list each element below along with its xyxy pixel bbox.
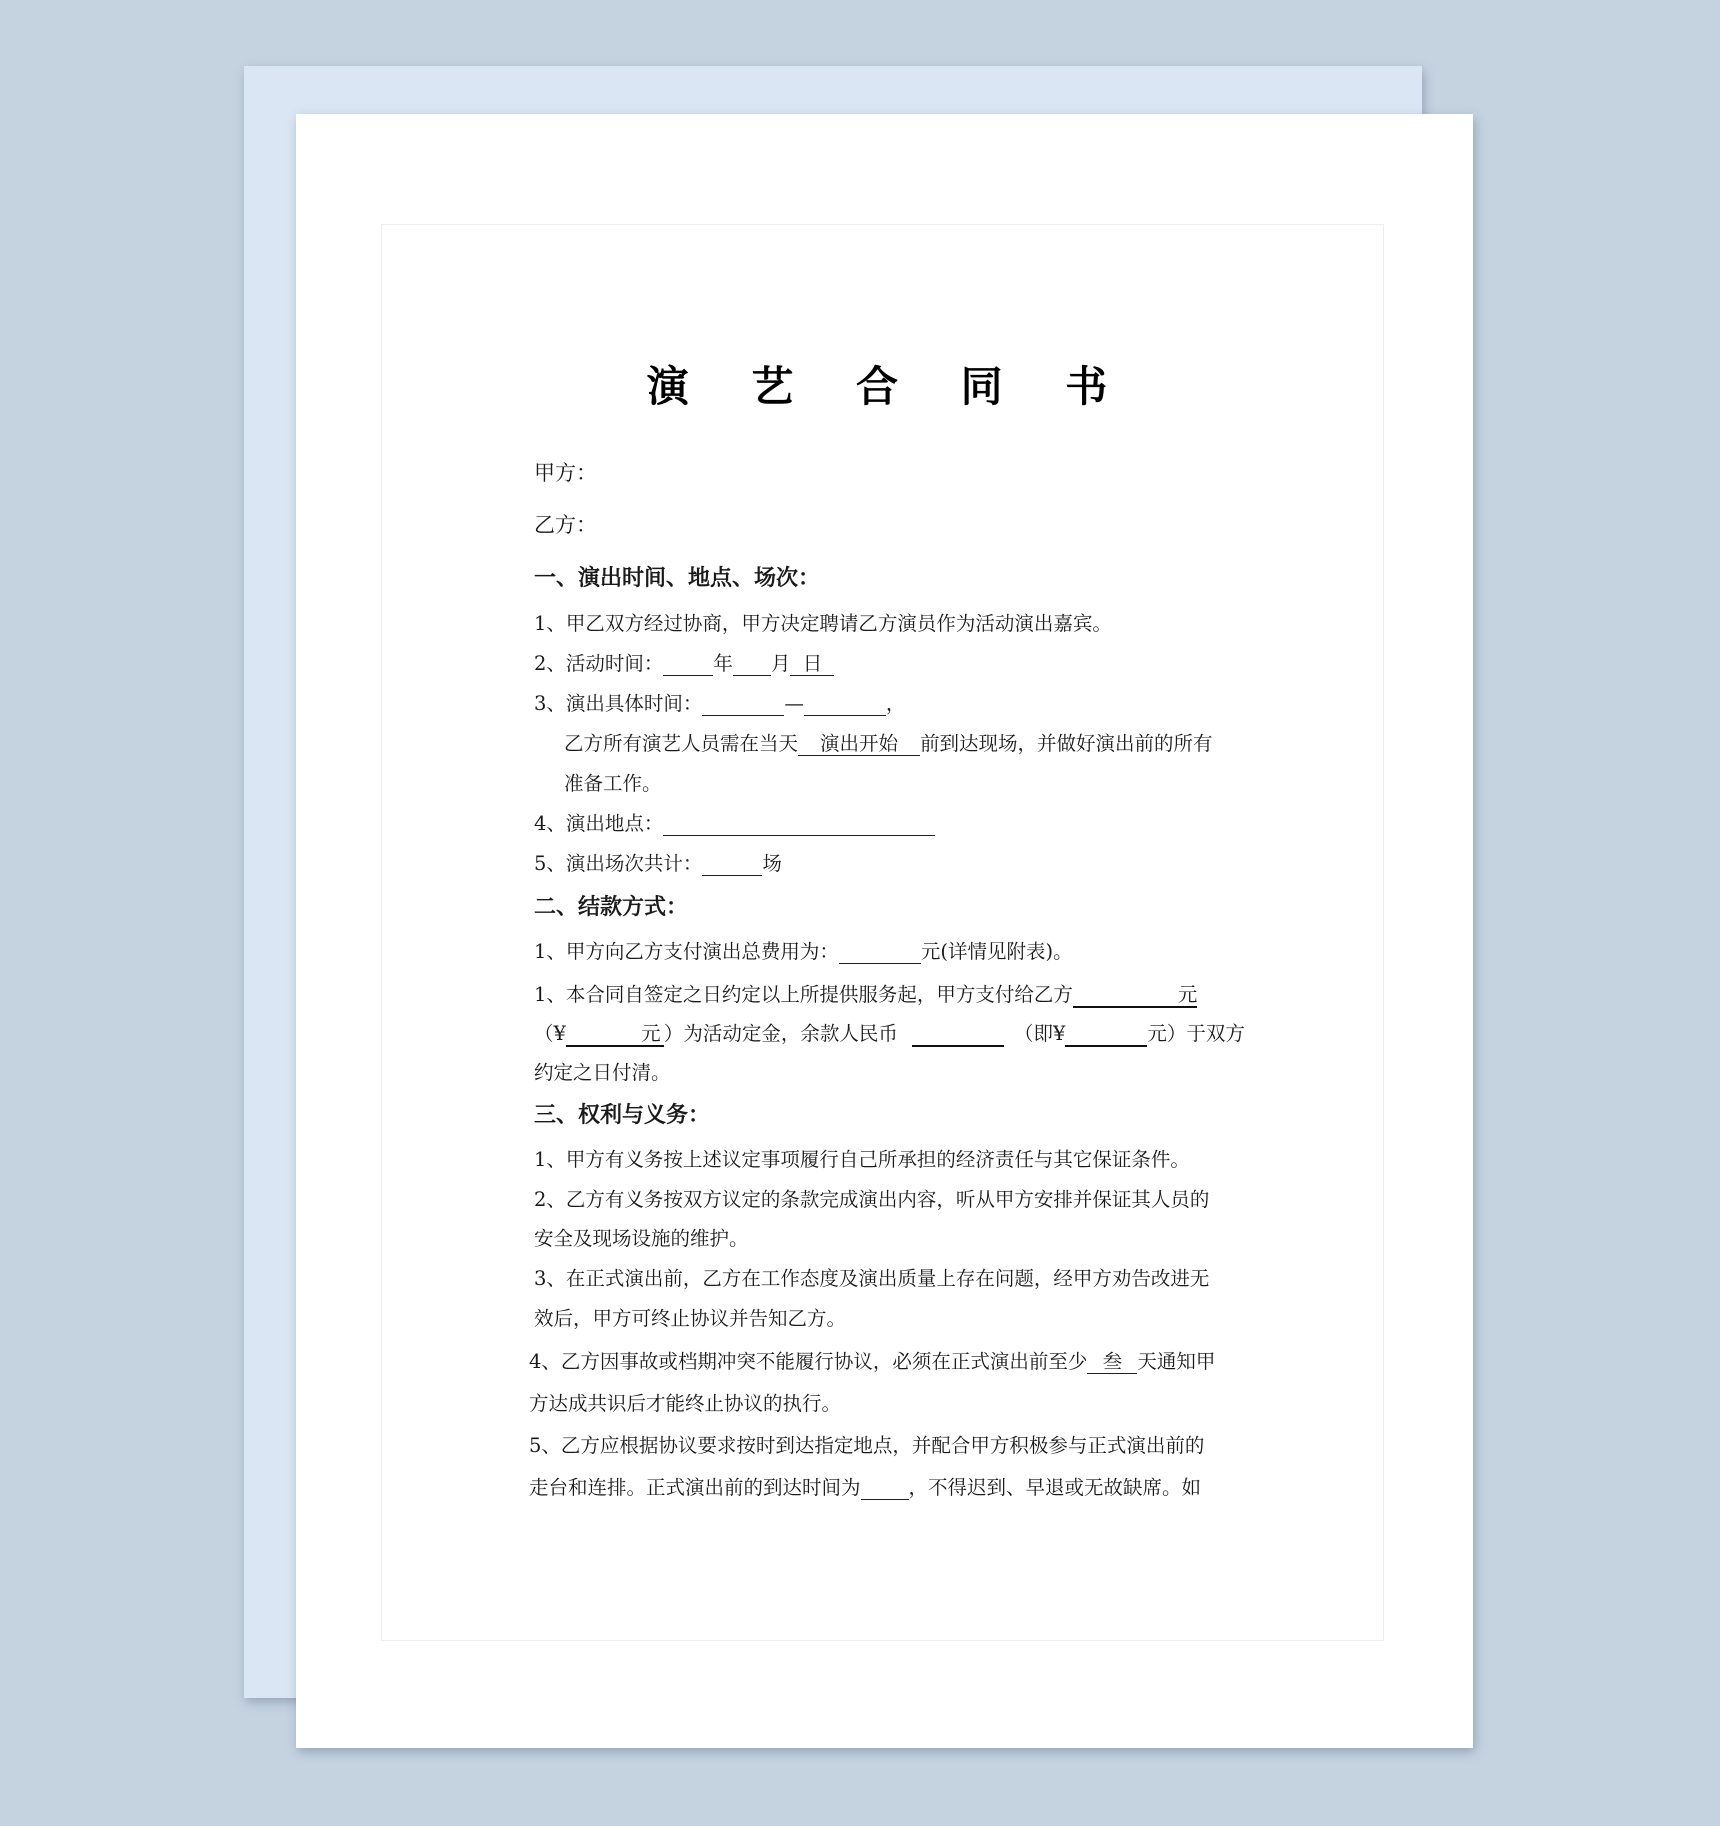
section2-item2-line2 xyxy=(534,1024,1245,1047)
page-margin-frame xyxy=(381,224,1384,1641)
section1-item3 xyxy=(534,694,905,716)
end-time-blank[interactable] xyxy=(804,694,886,716)
show-count-unit: 场 xyxy=(762,852,782,875)
section1-item3-cont2: 准备工作。 xyxy=(564,772,662,795)
balance-end-text: ）于双方 xyxy=(1166,1022,1245,1045)
section2-heading: 二、结款方式： xyxy=(534,894,689,920)
venue-label: 4、演出地点： xyxy=(534,812,664,835)
section1-item4 xyxy=(534,814,935,836)
deposit-mid-text: ）为活动定金，余款人民币 xyxy=(663,1022,898,1045)
balance-yen-blank[interactable] xyxy=(1065,1024,1147,1047)
year-blank[interactable] xyxy=(663,654,713,676)
show-count-label: 5、演出场次共计： xyxy=(534,852,703,875)
section3-item5-line2 xyxy=(529,1478,1201,1500)
section1-heading: 一、演出时间、地点、场次： xyxy=(534,565,821,591)
document-title: 演 艺 合 同 书 xyxy=(646,362,1132,411)
front-page-sheet xyxy=(296,114,1473,1748)
performance-time-label: 3、演出具体时间： xyxy=(534,692,703,715)
arrival-text-before: 乙方所有演艺人员需在当天 xyxy=(564,732,799,755)
section1-item5 xyxy=(534,854,782,876)
notice-text-before: 4、乙方因事故或档期冲突不能履行协议，必须在正式演出前至少 xyxy=(529,1350,1088,1373)
party-b-label: 乙方： xyxy=(534,513,597,537)
time-range-dash: — xyxy=(784,692,804,715)
section3-heading: 三、权利与义务： xyxy=(534,1102,711,1128)
deposit-unit-field xyxy=(638,1024,664,1047)
notice-text-after: 天通知甲 xyxy=(1137,1350,1216,1373)
day-unit: 日 xyxy=(802,652,823,675)
balance-paren-text: （即¥ xyxy=(1013,1022,1066,1045)
section1-item2 xyxy=(534,654,834,676)
notice-days-value: 叁 xyxy=(1102,1350,1123,1373)
section3-item4-line1 xyxy=(529,1352,1215,1374)
section3-item4-line2: 方达成共识后才能终止协议的执行。 xyxy=(529,1392,842,1415)
payment-clause-text: 1、本合同自签定之日约定以上所提供服务起，甲方支付给乙方 xyxy=(534,983,1073,1006)
total-fee-blank[interactable] xyxy=(839,942,921,964)
month-blank[interactable] xyxy=(733,654,771,676)
arrival-rule-after: ，不得迟到、早退或无故缺席。如 xyxy=(908,1476,1202,1499)
section3-item3-line1: 3、在正式演出前，乙方在工作态度及演出质量上存在问题，经甲方劝告改进无 xyxy=(534,1267,1210,1290)
section3-item3-line2: 效后，甲方可终止协议并告知乙方。 xyxy=(534,1307,847,1330)
section1-item3-cont1 xyxy=(564,734,1213,756)
party-a-label: 甲方： xyxy=(534,461,597,485)
arrival-rule-before: 走台和连排。正式演出前的到达时间为 xyxy=(529,1476,861,1499)
deposit-amount-blank[interactable] xyxy=(566,1024,638,1047)
total-fee-suffix: 元(详情见附表)。 xyxy=(920,940,1073,963)
arrival-time-blank[interactable] xyxy=(861,1478,909,1500)
show-count-blank[interactable] xyxy=(702,854,762,876)
deposit-unit: 元 xyxy=(641,1022,661,1045)
total-fee-label: 1、甲方向乙方支付演出总费用为： xyxy=(534,940,839,963)
month-unit: 月 xyxy=(770,652,791,675)
time-comma: ， xyxy=(885,692,906,715)
activity-time-label: 2、活动时间： xyxy=(534,652,664,675)
section3-item2-line2: 安全及现场设施的维护。 xyxy=(534,1227,749,1250)
balance-amount-blank[interactable] xyxy=(912,1024,1004,1047)
notice-days-field[interactable] xyxy=(1087,1352,1137,1374)
section1-item1: 1、甲乙双方经过协商，甲方决定聘请乙方演员作为活动演出嘉宾。 xyxy=(534,612,1112,635)
section2-item1 xyxy=(534,942,1073,964)
arrival-filled-value: 演出开始 xyxy=(820,732,899,755)
section3-item1: 1、甲方有义务按上述议定事项履行自己所承担的经济责任与其它保证条件。 xyxy=(534,1148,1190,1171)
payment-amount-blank[interactable] xyxy=(1073,985,1178,1008)
payment-yuan-unit: 元 xyxy=(1177,983,1198,1006)
section2-item2-line3: 约定之日付清。 xyxy=(534,1061,671,1084)
day-field[interactable] xyxy=(790,654,834,676)
year-unit: 年 xyxy=(713,652,733,675)
start-time-blank[interactable] xyxy=(702,694,784,716)
section2-item2-line1 xyxy=(534,985,1197,1008)
venue-blank[interactable] xyxy=(663,814,935,836)
section3-item5-line1: 5、乙方应根据协议要求按时到达指定地点，并配合甲方积极参与正式演出前的 xyxy=(529,1434,1205,1457)
deposit-open-paren: （¥ xyxy=(534,1022,566,1045)
balance-unit: 元 xyxy=(1147,1022,1167,1045)
arrival-text-after: 前到达现场，并做好演出前的所有 xyxy=(920,732,1213,755)
arrival-filled-blank[interactable] xyxy=(798,734,920,756)
section3-item2-line1: 2、乙方有义务按双方议定的条款完成演出内容，听从甲方安排并保证其人员的 xyxy=(534,1188,1210,1211)
